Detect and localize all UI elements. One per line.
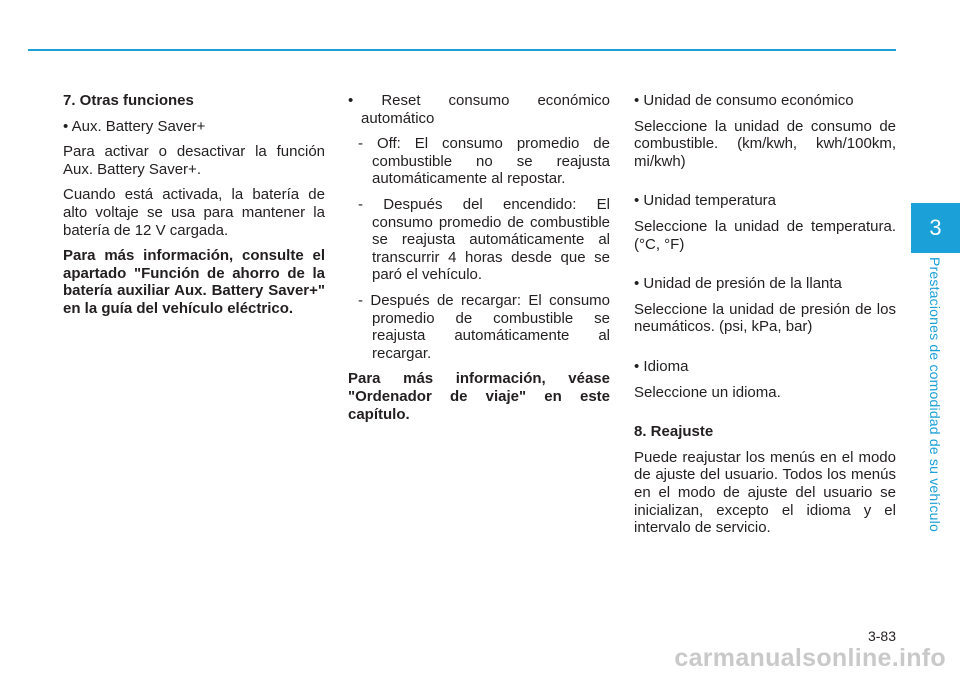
section-heading-reajuste: 8. Reajuste	[634, 423, 714, 441]
page-number: 3-83	[867, 628, 896, 644]
paragraph: Seleccione la unidad de consumo de combustible. (km/kwh, kwh/100km, mi/kwh)	[634, 117, 896, 170]
dash-item-encendido: - Después del encendido: El consumo promedio de combustible se reajusta automáticamente al transcurrir 4 horas desde que se paró el vehículo.	[358, 195, 610, 284]
bullet-aux-battery-saver: • Aux. Battery Saver+	[63, 117, 206, 135]
bullet-text: Unidad de presión de la llanta	[643, 275, 842, 293]
paragraph: Seleccione un idioma.	[634, 383, 781, 401]
bullet-idioma: • Idioma	[634, 357, 689, 375]
paragraph: Seleccione la unidad de presión de los neumáticos. (psi, kPa, bar)	[634, 300, 896, 336]
bullet-unidad-consumo: • Unidad de consumo económico	[634, 92, 854, 109]
dash-text: Después de recargar: El consumo promedio de combustible se reajusta automáticamente al recargar.	[370, 291, 610, 362]
bullet-unidad-temperatura: • Unidad temperatura	[634, 192, 776, 210]
paragraph: Para activar o desactivar la función Aux. Battery Saver+.	[63, 143, 325, 178]
bullet-text: Unidad temperatura	[643, 192, 776, 210]
dash-item-recargar: - Después de recargar: El consumo promedio de combustible se reajusta automáticamente al recargar.	[358, 291, 610, 362]
paragraph: Cuando está activada, la batería de alto voltaje se usa para mantener la batería de 12 V cargada.	[63, 186, 325, 239]
dash-item-off: - Off: El consumo promedio de combustible no se reajusta automáticamente al repostar.	[358, 135, 610, 188]
dash-text: Off: El consumo promedio de combustible no se reajusta automáticamente al repostar.	[372, 135, 610, 188]
header-rule	[28, 49, 896, 51]
reference-note: Para más información, véase "Ordenador de viaje" en este capítulo.	[348, 370, 610, 423]
dash-text: Después del encendido: El consumo promedio de combustible se reajusta automáticamente al transcurrir 4 horas desde que se paró el vehículo.	[372, 195, 610, 284]
bullet-unidad-presion: • Unidad de presión de la llanta	[634, 275, 842, 293]
paragraph: Puede reajustar los menús en el modo de ajuste del usuario. Todos los menús en el modo de ajuste del usuario se inicializan, excepto el idioma y el intervalo de servicio.	[634, 448, 896, 537]
bullet-text: Idioma	[643, 357, 689, 375]
watermark: carmanualsonline.info	[674, 644, 946, 672]
reference-note: Para más información, consulte el apartado "Función de ahorro de la batería auxiliar Aux. Battery Saver+" en la guía del vehículo eléctrico.	[63, 247, 325, 317]
bullet-text: Aux. Battery Saver+	[71, 117, 206, 135]
bullet-text: Reset consumo económico automático	[361, 92, 610, 127]
column-middle	[348, 92, 610, 431]
bullet-text: Unidad de consumo económico	[643, 92, 854, 109]
chapter-tab: 3	[911, 203, 960, 253]
column-right	[634, 92, 896, 545]
paragraph: Seleccione la unidad de temperatura. (°C, °F)	[634, 217, 896, 253]
column-left	[63, 92, 325, 326]
bullet-reset-consumo: • Reset consumo económico automático	[348, 92, 610, 127]
section-heading-otras-funciones: 7. Otras funciones	[63, 92, 194, 109]
chapter-title: Prestaciones de comodidad de su vehículo	[927, 257, 943, 532]
